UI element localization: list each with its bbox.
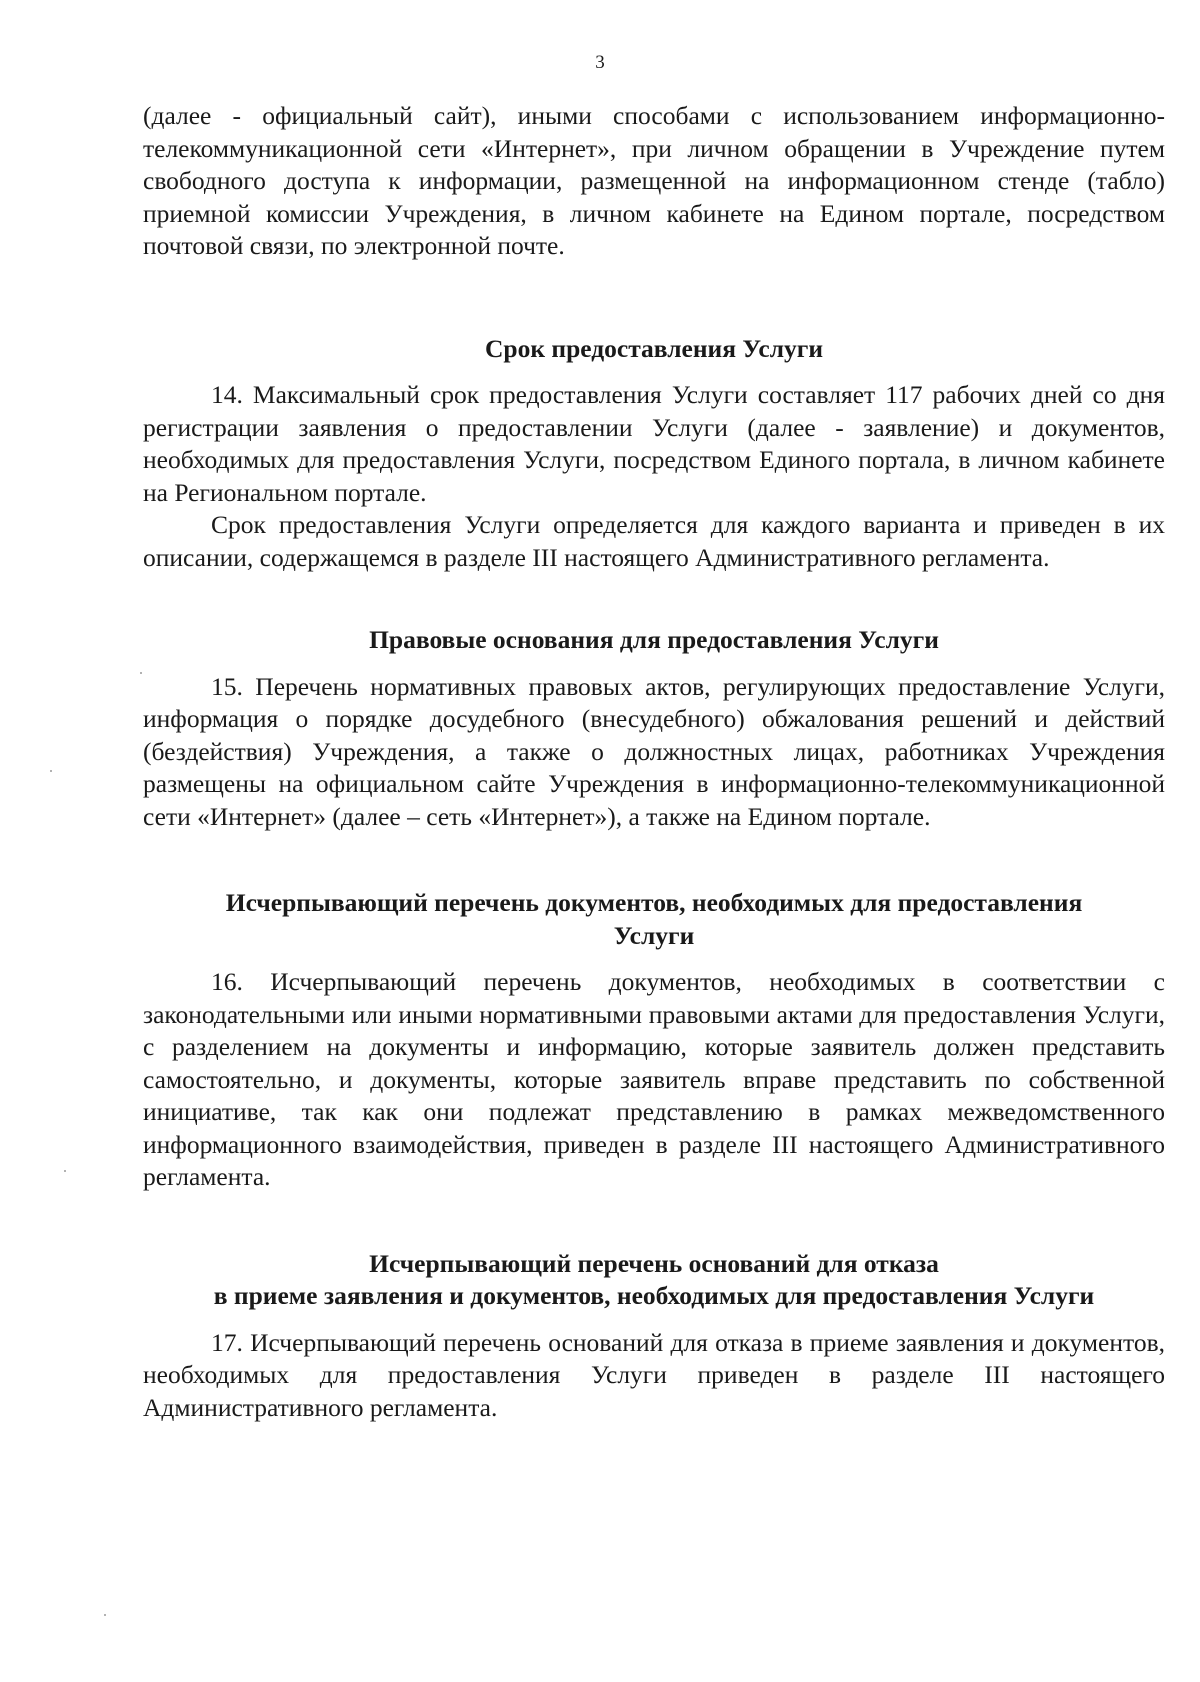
section-heading-line: Исчерпывающий перечень документов, необходимых для предоставления xyxy=(225,888,1083,917)
paragraph-16: 16. Исчерпывающий перечень документов, необходимых в соответствии с законодательными или иными нормативными правовыми актами для предоставления Услуги, с разделением на документы и информацию, которые заявитель должен представить самостоятельно, и документы, которые заявитель вправе представить по собственной инициативе, так как они подлежат представлению в рамках межведомственного информационного взаимодействия, приведен в разделе III настоящего Административного регламента. xyxy=(143,967,1165,1191)
page-number: 3 xyxy=(595,52,605,73)
section-heading xyxy=(143,887,1165,952)
section-heading-line: Услуги xyxy=(613,920,695,950)
scan-speck xyxy=(140,672,142,674)
section-heading: Правовые основания для предоставления Услуги xyxy=(369,625,939,654)
section-heading-line: Исчерпывающий перечень оснований для отказа xyxy=(369,1248,939,1278)
scan-speck xyxy=(104,1614,106,1616)
page-content xyxy=(143,100,1165,1424)
scan-speck xyxy=(64,1170,66,1172)
intro-paragraph: (далее - официальный сайт), иными способами с использованием информационно-телекоммуникационной сети «Интернет», при личном обращении в Учреждение путем свободного доступа к информации, размещенной на информационном стенде (табло) приемной комиссии Учреждения, в личном кабинете на Едином портале, посредством почтовой связи, по электронной почте. xyxy=(143,101,1165,260)
section-service-term xyxy=(143,333,1165,575)
section-heading: Срок предоставления Услуги xyxy=(484,333,824,363)
section-heading-line: в приеме заявления и документов, необходимых для предоставления Услуги xyxy=(213,1281,1095,1310)
paragraph-17: 17. Исчерпывающий перечень оснований для отказа в приеме заявления и документов, необходимых для предоставления Услуги приведен в разделе III настоящего Административного регламента. xyxy=(143,1327,1165,1422)
section-legal-grounds xyxy=(143,624,1165,833)
section-required-documents xyxy=(143,887,1165,1194)
section-heading xyxy=(143,1248,1165,1313)
paragraph-15: 15. Перечень нормативных правовых актов, регулирующих предоставление Услуги, информация о порядке досудебного (внесудебного) обжалования решений и действий (бездействия) Учреждения, а также о должностных лицах, работниках Учреждения размещены на официальном сайте Учреждения в информационно-телекоммуникационной сети «Интернет» (далее – сеть «Интернет»), а также на Едином портале. xyxy=(143,671,1165,831)
paragraph-14-term-note: Срок предоставления Услуги определяется для каждого варианта и приведен в их описании, содержащемся в разделе III настоящего Административного регламента. xyxy=(143,510,1165,572)
scan-speck xyxy=(50,770,52,772)
paragraph-14: 14. Максимальный срок предоставления Услуги составляет 117 рабочих дней со дня регистрации заявления о предоставлении Услуги (далее - заявление) и документов, необходимых для предоставления Услуги, посредством Единого портала, в личном кабинете на Региональном портале. xyxy=(143,380,1165,507)
section-refusal-grounds xyxy=(143,1248,1165,1425)
